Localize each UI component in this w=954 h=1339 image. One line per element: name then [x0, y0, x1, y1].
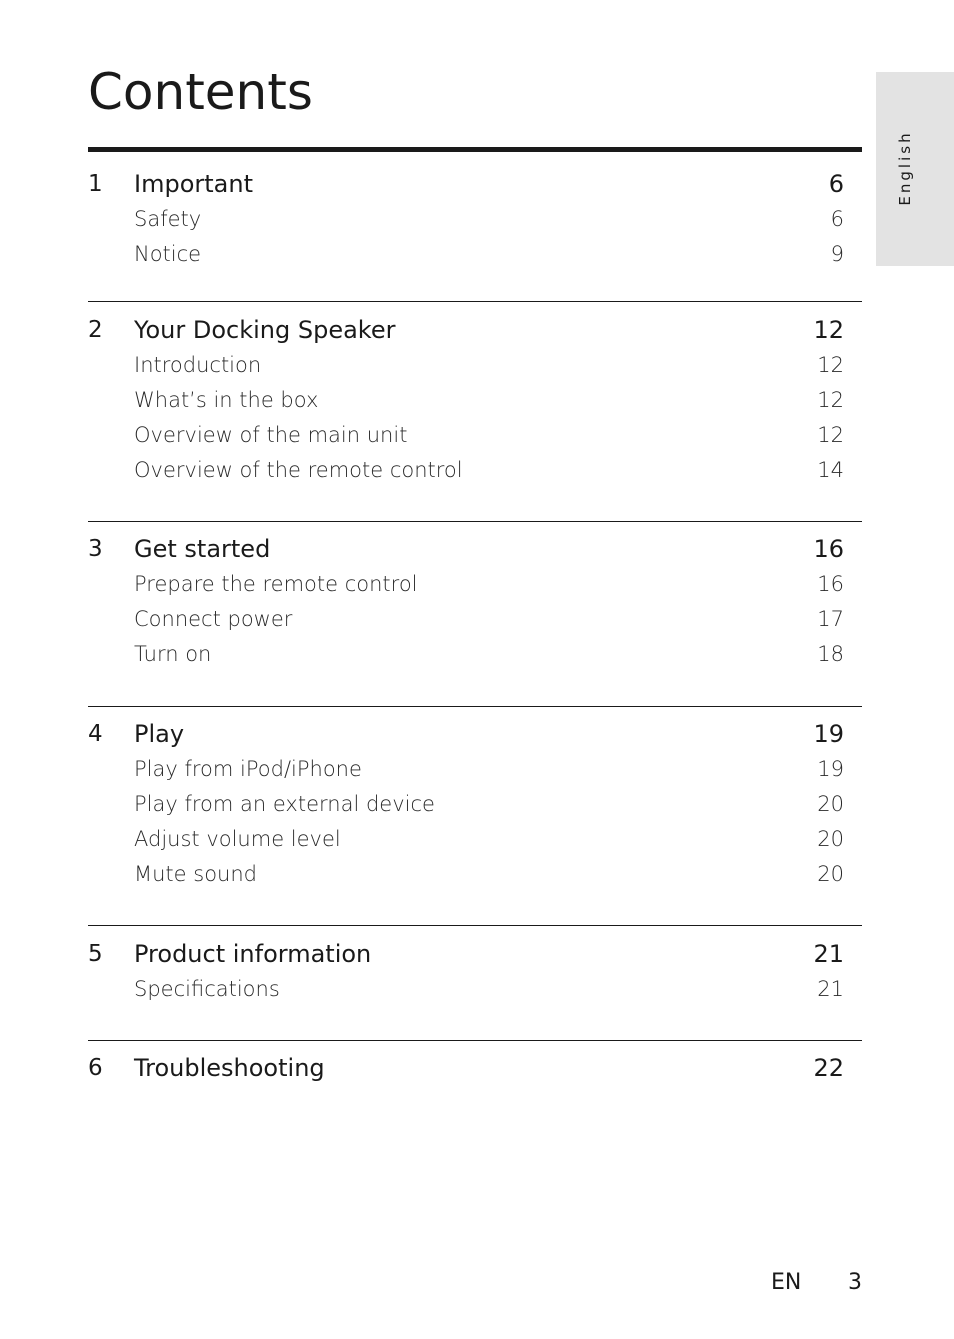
entry-page: 14 — [817, 458, 844, 482]
language-tab-label: English — [896, 130, 914, 206]
toc-chapter-row[interactable] — [88, 717, 844, 752]
language-tab — [876, 72, 954, 266]
entry-page: 17 — [817, 607, 844, 631]
toc-entry-row[interactable] — [88, 972, 844, 1007]
toc-entry-row[interactable] — [88, 752, 844, 787]
entry-page: 20 — [817, 792, 844, 816]
chapter-page: 19 — [813, 720, 844, 748]
entry-page: 16 — [817, 572, 844, 596]
footer-language-code: EN — [771, 1270, 802, 1295]
toc-chapter-row[interactable] — [88, 167, 844, 202]
chapter-title: Troubleshooting — [134, 1054, 325, 1082]
entry-title: Play from iPod/iPhone — [134, 757, 362, 781]
chapter-number: 6 — [88, 1055, 103, 1081]
chapter-page: 12 — [813, 316, 844, 344]
chapter-title: Your Docking Speaker — [134, 316, 396, 344]
entry-page: 12 — [817, 388, 844, 412]
chapter-number: 5 — [88, 941, 103, 967]
chapter-number: 2 — [88, 317, 103, 343]
chapter-title: Product information — [134, 940, 372, 968]
entry-title: Overview of the main unit — [134, 423, 408, 447]
toc-chapter-row[interactable] — [88, 1051, 844, 1086]
toc-chapter-row[interactable] — [88, 937, 844, 972]
toc-entry-row[interactable] — [88, 857, 844, 892]
entry-title: Notice — [134, 242, 202, 266]
entry-page: 19 — [817, 757, 844, 781]
entry-page: 12 — [817, 353, 844, 377]
toc-section-1 — [88, 147, 862, 302]
entry-page: 9 — [830, 242, 844, 266]
entry-title: What’s in the box — [134, 388, 319, 412]
entry-title: Specifications — [134, 977, 280, 1001]
toc-chapter-row[interactable] — [88, 313, 844, 348]
toc-entry-row[interactable] — [88, 237, 844, 272]
toc-section-6 — [88, 1040, 862, 1101]
toc-entry-row[interactable] — [88, 348, 844, 383]
chapter-title: Get started — [134, 535, 271, 563]
entry-title: Play from an external device — [134, 792, 435, 816]
entry-title: Safety — [134, 207, 202, 231]
toc-section-4 — [88, 706, 862, 922]
toc-entry-row[interactable] — [88, 202, 844, 237]
entry-page: 20 — [817, 827, 844, 851]
toc-entry-row[interactable] — [88, 453, 844, 488]
entry-title: Adjust volume level — [134, 827, 341, 851]
toc-entry-row[interactable] — [88, 602, 844, 637]
entry-title: Overview of the remote control — [134, 458, 463, 482]
toc-chapter-row[interactable] — [88, 532, 844, 567]
chapter-page: 21 — [813, 940, 844, 968]
toc-entry-row[interactable] — [88, 418, 844, 453]
footer-page-number: 3 — [848, 1270, 862, 1295]
chapter-number: 3 — [88, 536, 103, 562]
entry-title: Introduction — [134, 353, 262, 377]
entry-page: 18 — [817, 642, 844, 666]
toc-section-3 — [88, 521, 862, 702]
toc-section-5 — [88, 925, 862, 1036]
toc-entry-row[interactable] — [88, 787, 844, 822]
entry-title: Mute sound — [134, 862, 257, 886]
page-title: Contents — [88, 63, 313, 121]
entry-title: Prepare the remote control — [134, 572, 418, 596]
chapter-title: Important — [134, 170, 253, 198]
entry-page: 6 — [830, 207, 844, 231]
chapter-number: 4 — [88, 721, 103, 747]
entry-page: 20 — [817, 862, 844, 886]
chapter-page: 22 — [813, 1054, 844, 1082]
entry-title: Turn on — [134, 642, 212, 666]
toc-section-2 — [88, 301, 862, 517]
chapter-page: 16 — [813, 535, 844, 563]
chapter-title: Play — [134, 720, 185, 748]
entry-title: Connect power — [134, 607, 293, 631]
toc-entry-row[interactable] — [88, 383, 844, 418]
toc-entry-row[interactable] — [88, 822, 844, 857]
chapter-page: 6 — [828, 170, 844, 198]
entry-page: 12 — [817, 423, 844, 447]
toc-entry-row[interactable] — [88, 567, 844, 602]
entry-page: 21 — [817, 977, 844, 1001]
chapter-number: 1 — [88, 171, 103, 197]
toc-entry-row[interactable] — [88, 637, 844, 672]
